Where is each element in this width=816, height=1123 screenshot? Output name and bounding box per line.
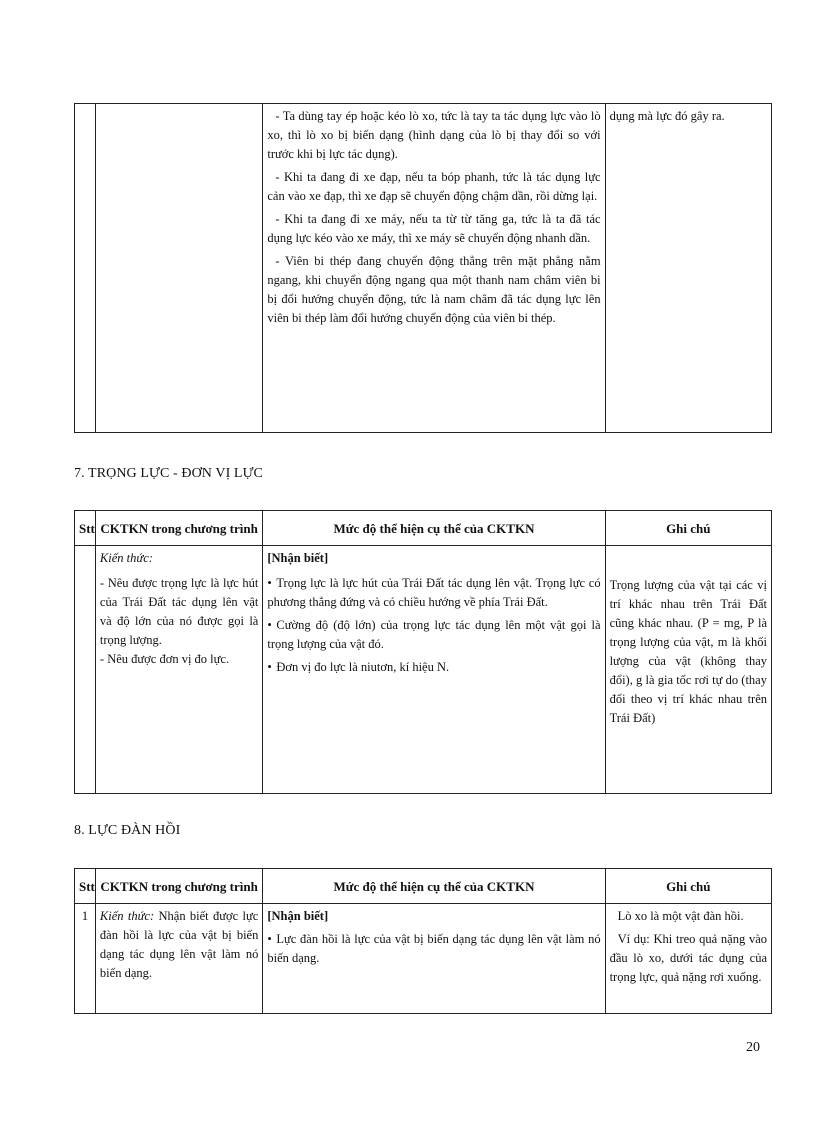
detail-cell (263, 546, 605, 794)
knowledge-text: Nhận biết được lực đàn hồi là lực của vật bị biến dạng tác dụng lên vật làm nó biến dạng. (99, 909, 259, 980)
table-continued (74, 103, 772, 433)
detail-cell (263, 904, 605, 1014)
detail-item: Đơn vị đo lực là niutơn, kí hiệu N. (276, 660, 450, 674)
header-detail: Mức độ thể hiện cụ thể của CKTKN (263, 511, 605, 546)
note-text: Lò xo là một vật đàn hồi. (617, 909, 744, 923)
stt-cell (75, 546, 96, 794)
table-section-7 (74, 510, 772, 794)
table-header-row (75, 511, 772, 546)
bullet-icon: • (267, 660, 272, 674)
detail-item: Lực đàn hồi là lực của vật bị biến dạng tác dụng lên vật làm nó biến dạng. (267, 932, 601, 965)
section-8-title: 8. LỰC ĐÀN HỒI (74, 823, 181, 838)
stt-cell: 1 (75, 904, 96, 1014)
note-text: Ví dụ: Khi treo quả nặng vào đầu lò xo, dưới tác dụng của trọng lực, quả nặng rơi xuống. (609, 932, 767, 984)
note-cell (605, 904, 771, 1014)
example-paragraph: - Viên bi thép đang chuyển động thẳng trên mặt phẳng nằm ngang, khi chuyển động ngang qua một thanh nam châm viên bi bị đổi hướng chuyển động, tức là nam châm đã tác dụng lực lên viên bi thép làm đổi hướng chuyển động của viên bi thép. (267, 254, 601, 325)
note-cell (605, 546, 771, 794)
stt-cell (75, 104, 96, 433)
cktkn-cell (95, 546, 262, 794)
table-header-row (75, 869, 772, 904)
knowledge-item: - Nêu được trọng lực là lực hút của Trái Đất tác dụng lên vật và độ lớn của nó được gọi là trọng lượng. (99, 576, 259, 647)
page-number: 20 (746, 1040, 760, 1055)
knowledge-label: Kiến thức: (99, 909, 155, 923)
knowledge-label: Kiến thức: (99, 551, 153, 565)
table-row (75, 904, 772, 1014)
bullet-icon: • (267, 618, 272, 632)
note-text: Trọng lượng của vật tại các vị trí khác nhau trên Trái Đất cũng khác nhau. (P = mg, P là trọng lượng của vật, m là khối lượng của vật (không thay đổi), g là gia tốc rơi tự do (thay đổi theo vị trí khác nhau trên Trái Đất) (609, 578, 767, 725)
example-paragraph: - Ta dùng tay ép hoặc kéo lò xo, tức là tay ta tác dụng lực vào lò xo, thì lò xo bị biến dạng (hình dạng của lò bị thay đổi so với trước khi bị lực tác dụng). (267, 109, 601, 161)
header-cktkn: CKTKN trong chương trình (95, 511, 262, 546)
bullet-icon: • (267, 576, 272, 590)
note-cell: dụng mà lực đó gây ra. (605, 104, 771, 433)
header-note: Ghi chú (605, 511, 771, 546)
section-7-title: 7. TRỌNG LỰC - ĐƠN VỊ LỰC (74, 466, 263, 481)
cktkn-cell (95, 904, 262, 1014)
header-note: Ghi chú (605, 869, 771, 904)
detail-item: Cường độ (độ lớn) của trọng lực tác dụng lên một vật gọi là trọng lượng của vật đó. (267, 618, 601, 651)
header-detail: Mức độ thể hiện cụ thể của CKTKN (263, 869, 605, 904)
example-paragraph: - Khi ta đang đi xe đạp, nếu ta bóp phanh, tức là tác dụng lực cản vào xe đạp, thì xe đạp sẽ chuyển động chậm dần, rồi dừng lại. (267, 170, 601, 203)
bullet-icon: • (267, 932, 272, 946)
table-row (75, 104, 772, 433)
example-paragraph: - Khi ta đang đi xe máy, nếu ta từ từ tăng ga, tức là ta đã tác dụng lực kéo vào xe máy, thì xe máy sẽ chuyển động nhanh dần. (267, 212, 601, 245)
table-section-8 (74, 868, 772, 1014)
level-label: [Nhận biết] (267, 909, 329, 923)
level-label: [Nhận biết] (267, 551, 329, 565)
header-stt: Stt (75, 869, 96, 904)
table-row (75, 546, 772, 794)
detail-cell (263, 104, 605, 433)
header-stt: Stt (75, 511, 96, 546)
header-cktkn: CKTKN trong chương trình (95, 869, 262, 904)
cktkn-cell (95, 104, 262, 433)
detail-item: Trọng lực là lực hút của Trái Đất tác dụng lên vật. Trọng lực có phương thẳng đứng và có chiều hướng về phía Trái Đất. (267, 576, 601, 609)
knowledge-item: - Nêu được đơn vị đo lực. (99, 652, 230, 666)
